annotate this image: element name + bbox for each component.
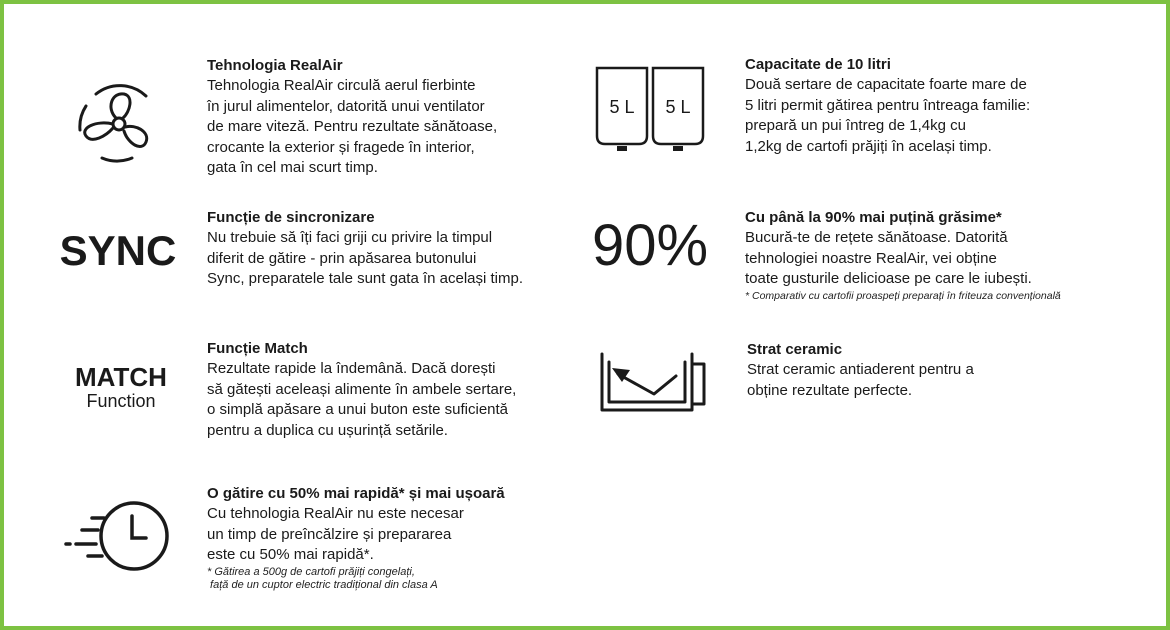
feature-text-line: un timp de preîncălzire și prepararea	[207, 525, 452, 543]
feature-text-line: tehnologiei noastre RealAir, vei obține	[745, 249, 997, 267]
feature-text-line: Sync, preparatele tale sunt gata în același timp.	[207, 270, 524, 287]
feature-text-line: obține rezultate perfecte.	[747, 381, 913, 399]
match-icon	[56, 362, 186, 410]
feature-text-line: pentru a duplica cu ușurință setările.	[207, 421, 448, 439]
feature-text-line: Tehnologia RealAir circulă aerul fierbinte	[207, 77, 476, 94]
feature-text-line: Două sertare de capacitate foarte mare de	[745, 76, 1027, 93]
feature-title: Tehnologia RealAir	[207, 57, 343, 74]
match-icon-sublabel: Function	[86, 391, 156, 411]
footnote: față de un cuptor electric tradițional din clasa A	[207, 578, 438, 591]
feature-text-line: toate gusturile delicioase pe care le iubești.	[745, 270, 1032, 287]
feature-text-line: prepară un pui întreg de 1,4kg cu	[745, 117, 966, 134]
feature-text-line: în jurul alimentelor, datorită unui ventilator	[207, 97, 485, 115]
ninety-percent-icon: 90%	[591, 213, 709, 278]
feature-title: Strat ceramic	[747, 341, 843, 358]
feature-title: O gătire cu 50% mai rapidă* și mai ușoară	[207, 485, 505, 502]
feature-text-line: Rezultate rapide la îndemână. Dacă dorești	[207, 360, 496, 377]
feature-title: Funcție Match	[207, 340, 308, 357]
drawer-right-label: 5 L	[665, 97, 691, 117]
ceramic-pan-icon	[596, 352, 708, 414]
feature-text-line: crocante la exterior și fragede în interior,	[207, 138, 475, 156]
feature-title: Funcție de sincronizare	[207, 209, 375, 226]
feature-text-line: gata în cel mai scurt timp.	[207, 159, 378, 176]
footnote: * Gătirea a 500g de cartofi prăjiți congelați,	[207, 565, 415, 578]
fast-clock-icon	[62, 494, 172, 578]
match-icon-label: MATCH	[75, 362, 167, 392]
footnote: * Comparativ cu cartofii proaspeți preparați în friteuza convențională	[745, 289, 1061, 302]
feature-text-line: 5 litri permit gătirea pentru întreaga familie:	[745, 96, 1031, 114]
feature-text-line: diferit de gătire - prin apăsarea butonului	[207, 249, 477, 267]
feature-title: Capacitate de 10 litri	[745, 56, 891, 73]
feature-text-line: o simplă apăsare a unui buton este suficientă	[207, 401, 509, 418]
feature-text-line: Strat ceramic antiaderent pentru a	[747, 361, 974, 378]
feature-text-line: să gătești aceleași alimente în ambele sertare,	[207, 380, 517, 398]
feature-text-line: Cu tehnologia RealAir nu este necesar	[207, 505, 464, 522]
drawer-left-label: 5 L	[609, 97, 635, 117]
sync-icon: SYNC	[59, 227, 177, 274]
fan-icon	[72, 82, 166, 164]
feature-text-line: Nu trebuie să îți faci griji cu privire la timpul	[207, 229, 493, 246]
feature-text-line: Bucură-te de rețete sănătoase. Datorită	[745, 229, 1008, 246]
feature-text-line: 1,2kg de cartofi prăjiți în același timp.	[745, 137, 992, 155]
two-drawers-icon	[594, 66, 706, 156]
feature-text-line: de mare viteză. Pentru rezultate sănătoase,	[207, 118, 498, 135]
feature-title: Cu până la 90% mai puțină grăsime*	[745, 209, 1002, 226]
feature-text-line: este cu 50% mai rapidă*.	[207, 546, 374, 563]
